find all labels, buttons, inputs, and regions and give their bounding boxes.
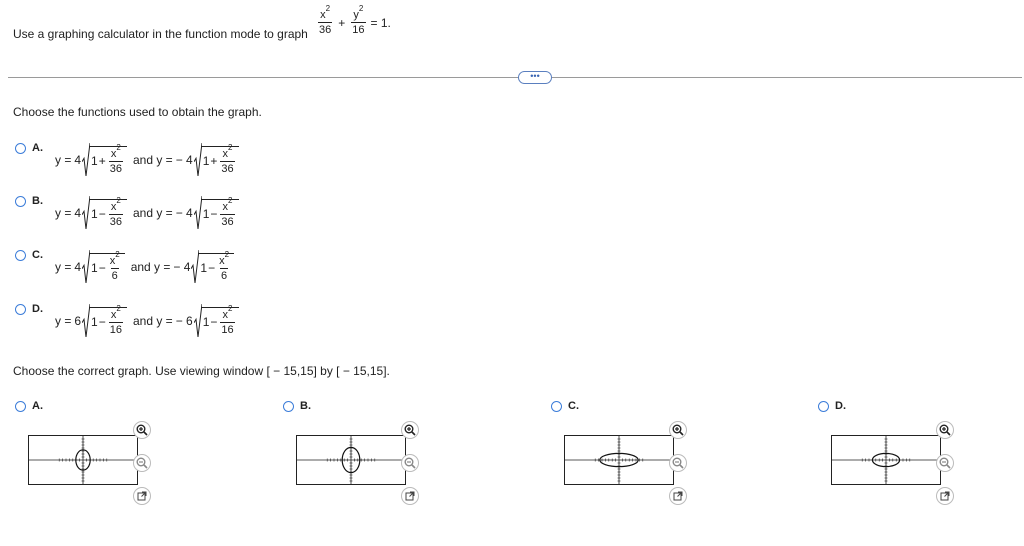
sign: − — [98, 315, 106, 329]
frac — [220, 142, 234, 175]
eq-frac-x — [318, 4, 332, 36]
frac — [220, 303, 234, 336]
den: 6 — [221, 269, 228, 282]
neg-coef: − 4 — [175, 206, 193, 220]
sqrt — [194, 143, 239, 177]
graph-svg — [565, 436, 673, 484]
eq-den-36: 36 — [319, 24, 332, 36]
part1-option-letter: B. — [32, 195, 43, 207]
expand-icon[interactable] — [936, 487, 954, 505]
exp: 2 — [116, 142, 121, 152]
exp: 2 — [228, 195, 233, 205]
part2-prompt: Choose the correct graph. Use viewing window [ − 15,15] by [ − 15,15]. — [13, 364, 390, 378]
graph-svg — [29, 436, 137, 484]
expand-icon[interactable] — [133, 487, 151, 505]
graph-svg — [832, 436, 940, 484]
coef: 4 — [74, 260, 82, 274]
part2-radio-2[interactable] — [283, 401, 294, 412]
and-text: and y = — [132, 153, 173, 167]
sign: − — [98, 261, 106, 275]
part1-option-letter: C. — [32, 249, 43, 261]
eq-plus: + — [338, 15, 346, 30]
sign: + — [98, 154, 106, 168]
one: 1 — [91, 315, 98, 329]
part2-option-letter: B. — [300, 400, 311, 412]
exp: 2 — [224, 249, 230, 259]
zoom-in-icon[interactable] — [669, 421, 687, 439]
sign: − — [98, 207, 106, 221]
sign: − — [208, 261, 216, 275]
zoom-in-icon[interactable] — [401, 421, 419, 439]
part1-radio-1[interactable] — [15, 143, 26, 154]
part2-option-letter: D. — [835, 400, 846, 412]
more-button[interactable]: ••• — [518, 71, 552, 84]
one: 1 — [200, 261, 208, 275]
exp: 2 — [228, 303, 233, 313]
x-var: x — [110, 308, 117, 321]
eq-y-exp: 2 — [358, 4, 364, 14]
x-var: x — [110, 200, 117, 213]
one: 1 — [202, 207, 210, 221]
part2-radio-3[interactable] — [551, 401, 562, 412]
part2-option-letter: C. — [568, 400, 579, 412]
coef: 6 — [74, 314, 82, 328]
frac — [218, 249, 230, 282]
part1-option-equation — [55, 143, 239, 177]
sqrt — [191, 250, 234, 284]
zoom-in-icon[interactable] — [936, 421, 954, 439]
zoom-out-icon[interactable] — [401, 454, 419, 472]
one: 1 — [91, 154, 98, 168]
neg-coef: − 4 — [175, 153, 193, 167]
exp: 2 — [228, 142, 233, 152]
exp: 2 — [115, 249, 120, 259]
eq-y: y — [353, 9, 359, 21]
exp: 2 — [116, 195, 121, 205]
graph-thumbnail[interactable] — [831, 435, 941, 485]
x-var: x — [110, 147, 117, 160]
x-var: x — [109, 254, 116, 267]
den: 36 — [109, 215, 122, 228]
x-var: x — [222, 200, 229, 213]
part1-radio-2[interactable] — [15, 196, 26, 207]
expand-icon[interactable] — [401, 487, 419, 505]
eq-frac-y — [351, 4, 365, 36]
expand-icon[interactable] — [669, 487, 687, 505]
sqrt — [82, 143, 127, 177]
frac — [109, 249, 121, 282]
coef: 4 — [74, 153, 82, 167]
coef: 4 — [74, 206, 82, 220]
part1-radio-4[interactable] — [15, 304, 26, 315]
one: 1 — [202, 315, 210, 329]
neg-coef: − 4 — [173, 260, 191, 274]
part1-option-letter: D. — [32, 303, 43, 315]
sign: − — [210, 315, 218, 329]
y-eq: y = — [55, 314, 72, 328]
exp: 2 — [116, 303, 121, 313]
part1-prompt: Choose the functions used to obtain the graph. — [13, 105, 262, 119]
x-var: x — [222, 147, 229, 160]
part1-option-equation — [55, 304, 239, 338]
graph-thumbnail[interactable] — [296, 435, 406, 485]
and-text: and y = — [132, 314, 173, 328]
y-eq: y = — [55, 206, 72, 220]
one: 1 — [91, 261, 98, 275]
frac — [109, 142, 123, 175]
question-intro — [13, 27, 308, 41]
graph-svg — [297, 436, 405, 484]
den: 36 — [221, 162, 234, 175]
eq-equals-one: = 1. — [370, 15, 391, 30]
den: 6 — [111, 269, 118, 282]
part2-radio-4[interactable] — [818, 401, 829, 412]
part1-option-equation — [55, 196, 239, 230]
zoom-out-icon[interactable] — [936, 454, 954, 472]
sign: − — [210, 207, 218, 221]
and-text: and y = — [132, 206, 173, 220]
frac — [220, 195, 234, 228]
section-divider — [8, 77, 1022, 78]
den: 36 — [221, 215, 234, 228]
zoom-out-icon[interactable] — [133, 454, 151, 472]
eq-x: x — [320, 9, 326, 21]
eq-den-16: 16 — [352, 24, 365, 36]
question-intro-text: Use a graphing calculator in the function mode to graph — [13, 27, 308, 41]
y-eq: y = — [55, 153, 72, 167]
part2-radio-1[interactable] — [15, 401, 26, 412]
sqrt — [82, 196, 127, 230]
one: 1 — [202, 154, 210, 168]
question-equation — [316, 4, 391, 36]
zoom-out-icon[interactable] — [669, 454, 687, 472]
frac — [109, 195, 123, 228]
sqrt — [194, 196, 239, 230]
part2-option-letter: A. — [32, 400, 43, 412]
sign: + — [210, 154, 218, 168]
graph-thumbnail[interactable] — [28, 435, 138, 485]
and-text: and y = — [130, 260, 171, 274]
den: 16 — [221, 323, 234, 336]
part1-option-equation — [55, 250, 234, 284]
zoom-in-icon[interactable] — [133, 421, 151, 439]
part1-option-letter: A. — [32, 142, 43, 154]
part1-radio-3[interactable] — [15, 250, 26, 261]
den: 36 — [109, 162, 122, 175]
sqrt — [194, 304, 239, 338]
eq-x-exp: 2 — [325, 4, 331, 14]
graph-thumbnail[interactable] — [564, 435, 674, 485]
frac — [109, 303, 123, 336]
neg-coef: − 6 — [175, 314, 193, 328]
den: 16 — [109, 323, 122, 336]
x-var: x — [222, 308, 229, 321]
y-eq: y = — [55, 260, 72, 274]
x-var: x — [219, 254, 225, 267]
sqrt — [82, 250, 125, 284]
one: 1 — [91, 207, 98, 221]
sqrt — [82, 304, 127, 338]
